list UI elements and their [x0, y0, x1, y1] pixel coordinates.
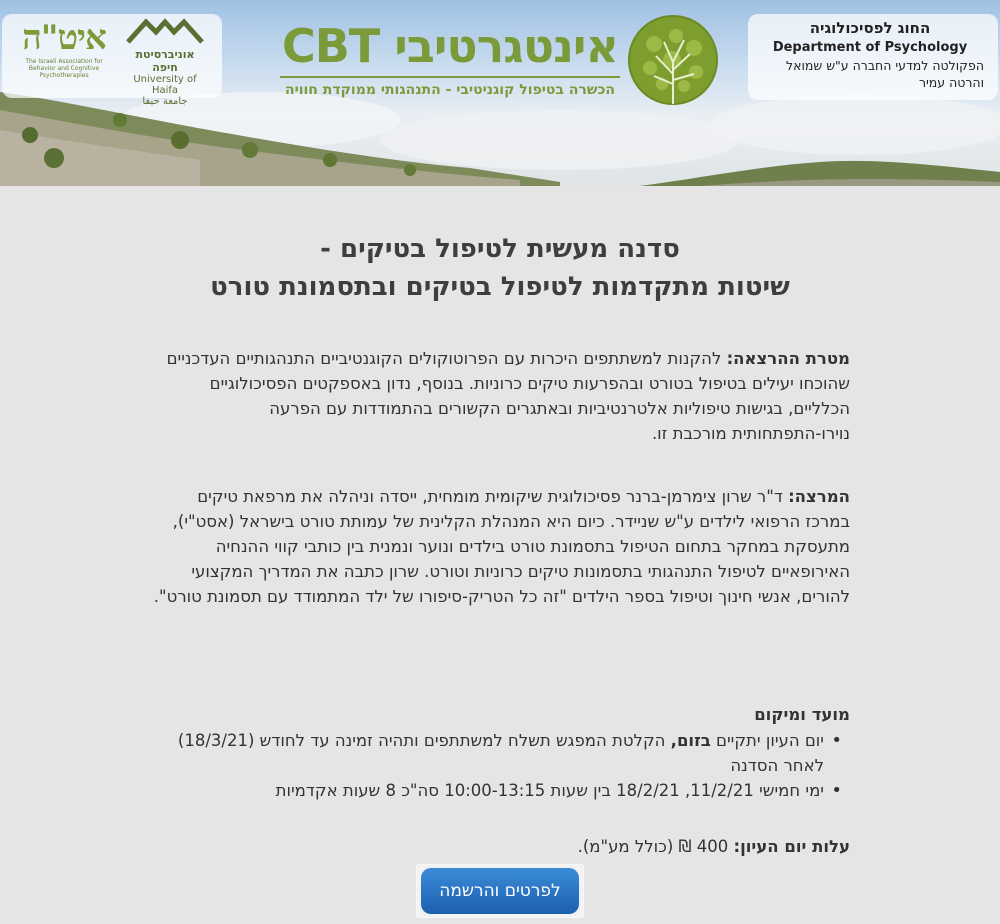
- lecturer-text: ד"ר שרון צימרמן-ברנר פסיכולוגית שיקומית מומחית, ייסדה וניהלה את מרפאת טיקים במרכז הרפואי לילדים ע"ש שניידר. כיום היא המנהלת הקלינית של עמותת טורט בישראל (אסט"י), מתעסקת במחקר בתחום הטיפול בתסמונת טורט בילדים ונוער ונמנית בין כותבי קווי ההנחיה האירופאיים לטיפול התנהגותי בתסמונות טיקים כרוניות וטורט. שרון כתבה את המדריך המקצועי להורים, אנשי חינוך וטיפול בספר הילדים "זה כל הטריק-סיפורו של ילד המתמודד עם תסמונת טורט".: [153, 487, 850, 606]
- price-label: עלות יום העיון:: [733, 837, 850, 856]
- list-item: [150, 778, 824, 803]
- header-banner: [0, 0, 1000, 186]
- university-name-english: University of Haifa: [133, 74, 197, 96]
- lecture-goal-paragraph: [150, 346, 850, 446]
- lecture-goal-text: להקנות למשתתפים היכרות עם הפרוטוקולים הקוגנטיביים התנהגותיים העדכניים שהוכחו יעילים בטיפול בטורט ובהפרעות טיקים כרוניות. בנוסף, נדון באספקטים הפסיכולוגיים הכלליים, בגישות טיפוליות אלטרנטיביות ובאתגרים הקשורים בהתמודדות עם הפרעה נוירו-התפתחותית מורכבת זו.: [166, 349, 850, 443]
- lecturer-label: המרצה:: [788, 487, 850, 506]
- schedule-dates: ימי חמישי 11/2/21, 18/2/21 בין שעות 10:00-13:15 סה"כ 8 שעות אקדמיות: [275, 781, 824, 800]
- university-emblem-icon: [126, 18, 204, 44]
- asth-logo-subtext: The Israeli Association for Behavior and Cognitive Psychotherapies: [25, 58, 103, 79]
- asth-logo: [18, 18, 110, 79]
- schedule-zoom-pre: יום העיון יתקיים: [710, 731, 824, 750]
- partner-logos-box: [2, 14, 222, 107]
- schedule-list: [150, 728, 850, 803]
- schedule-title: מועד ומיקום: [754, 705, 850, 724]
- department-name-hebrew: החוג לפסיכולוגיה: [809, 19, 931, 37]
- schedule-zoom-bold: בזום,: [670, 731, 711, 750]
- program-title: CBT אינטגרטיבי: [282, 19, 618, 73]
- lecturer-paragraph: [150, 484, 850, 609]
- university-of-haifa-logo: [122, 18, 208, 107]
- main-content: [0, 186, 1000, 924]
- program-subtitle: הכשרה בטיפול קוגניטיבי - התנהגותי ממוקדת חוויה: [284, 82, 616, 98]
- program-title-block: [280, 20, 620, 98]
- schedule-zoom-post: הקלטת המפגש תשלח למשתתפים ותהיה זמינה עד לחודש (18/3/21) לאחר הסדנה: [177, 731, 824, 775]
- department-box: [748, 14, 998, 100]
- lecture-goal-label: מטרת ההרצאה:: [726, 349, 850, 368]
- price-line: [150, 834, 850, 859]
- register-button-label: לפרטים והרשמה: [421, 868, 579, 914]
- asth-logo-text: איט"ה: [22, 18, 106, 58]
- title-divider: [280, 76, 620, 78]
- tree-logo-icon: [624, 14, 722, 110]
- university-name-arabic: جامعة حيفا: [142, 96, 188, 107]
- faculty-name: הפקולטה למדעי החברה ע"ש שמואל והרטה עמיר: [786, 58, 984, 90]
- page-headline: [0, 230, 1000, 306]
- headline-line-1: סדנה מעשית לטיפול בטיקים -: [320, 234, 680, 264]
- university-name-hebrew: אוניברסיטת חיפה: [135, 48, 195, 74]
- price-value: 400 ₪ (כולל מע"מ).: [577, 837, 734, 856]
- list-item: [150, 728, 824, 778]
- headline-line-2: שיטות מתקדמות לטיפול בטיקים ובתסמונת טורט: [210, 272, 790, 302]
- department-name-english: Department of Psychology: [772, 40, 968, 55]
- register-button[interactable]: [416, 864, 584, 918]
